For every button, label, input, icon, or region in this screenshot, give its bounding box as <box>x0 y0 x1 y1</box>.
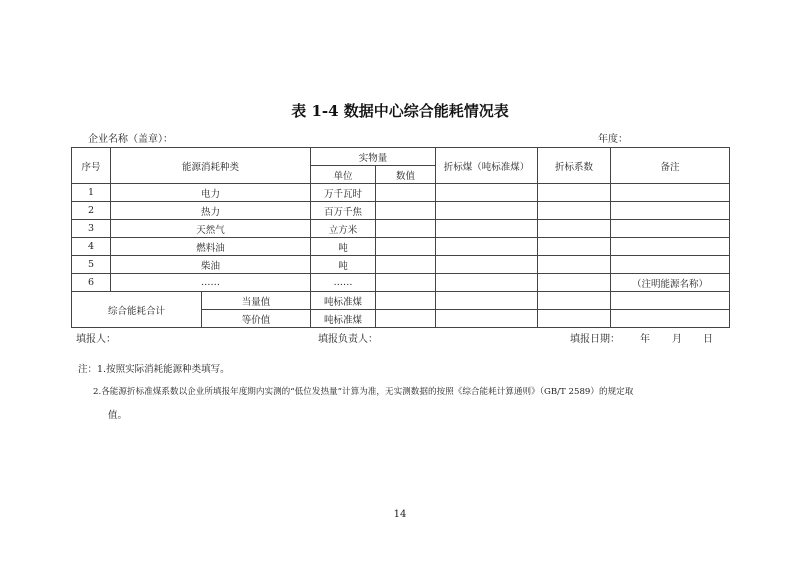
row-coefficient-cell[interactable] <box>538 184 611 202</box>
row-energy-name: …… <box>111 274 311 292</box>
row-amount-cell[interactable] <box>376 256 436 274</box>
total-row-equivalent <box>72 292 730 310</box>
row-amount-cell[interactable] <box>376 238 436 256</box>
row-remark[interactable] <box>611 238 730 256</box>
row-coefficient-cell[interactable] <box>538 238 611 256</box>
header-converted-coal: 折标煤（吨标准煤） <box>436 148 538 184</box>
row-seq: 5 <box>72 256 111 274</box>
row-seq: 6 <box>72 274 111 292</box>
note-line-1: 注：1.按照实际消耗能源种类填写。 <box>78 364 230 375</box>
row-unit: 立方米 <box>311 220 376 238</box>
table-row <box>72 256 730 274</box>
company-name-label: 企业名称（盖章）： <box>88 134 173 145</box>
total-equivalent-unit: 吨标准煤 <box>311 292 376 310</box>
row-converted-cell[interactable] <box>436 220 538 238</box>
header-coefficient: 折标系数 <box>538 148 611 184</box>
header-unit: 单位 <box>311 166 376 184</box>
row-amount-cell[interactable] <box>376 202 436 220</box>
table-title: 表 1-4 数据中心综合能耗情况表 <box>291 102 509 120</box>
header-seq: 序号 <box>72 148 111 184</box>
row-remark[interactable] <box>611 184 730 202</box>
row-coefficient-cell[interactable] <box>538 202 611 220</box>
row-energy-name: 电力 <box>111 184 311 202</box>
date-year: 年 <box>640 334 650 345</box>
total-equivalent-coefficient-cell[interactable] <box>538 292 611 310</box>
page-number: 14 <box>393 509 407 520</box>
row-energy-name: 天然气 <box>111 220 311 238</box>
row-converted-cell[interactable] <box>436 238 538 256</box>
total-equal-value-amount-cell[interactable] <box>376 310 436 328</box>
row-seq: 3 <box>72 220 111 238</box>
total-equivalent-remark-cell[interactable] <box>611 292 730 310</box>
filler-label: 填报人： <box>76 334 116 345</box>
row-unit: 吨 <box>311 256 376 274</box>
total-equal-value-converted-cell[interactable] <box>436 310 538 328</box>
row-remark[interactable] <box>611 256 730 274</box>
row-unit: 万千瓦时 <box>311 184 376 202</box>
total-equal-value-label: 等价值 <box>202 310 311 328</box>
row-coefficient-cell[interactable] <box>538 274 611 292</box>
header-physical-quantity: 实物量 <box>311 148 436 166</box>
row-amount-cell[interactable] <box>376 184 436 202</box>
row-amount-cell[interactable] <box>376 220 436 238</box>
total-equal-value-coefficient-cell[interactable] <box>538 310 611 328</box>
row-unit: …… <box>311 274 376 292</box>
note-line-3: 值。 <box>108 410 128 421</box>
row-seq: 1 <box>72 184 111 202</box>
header-amount: 数值 <box>376 166 436 184</box>
row-remark[interactable] <box>611 202 730 220</box>
total-equal-value-remark-cell[interactable] <box>611 310 730 328</box>
row-converted-cell[interactable] <box>436 256 538 274</box>
row-amount-cell[interactable] <box>376 274 436 292</box>
date-month: 月 <box>672 334 682 345</box>
date-label: 填报日期： <box>570 334 620 345</box>
year-label: 年度： <box>598 134 628 145</box>
row-remark[interactable]: （注明能源名称） <box>611 274 730 292</box>
row-coefficient-cell[interactable] <box>538 256 611 274</box>
row-seq: 4 <box>72 238 111 256</box>
row-converted-cell[interactable] <box>436 184 538 202</box>
total-equal-value-unit: 吨标准煤 <box>311 310 376 328</box>
row-energy-name: 热力 <box>111 202 311 220</box>
total-equivalent-label: 当量值 <box>202 292 311 310</box>
total-equivalent-amount-cell[interactable] <box>376 292 436 310</box>
row-unit: 百万千焦 <box>311 202 376 220</box>
table-row <box>72 274 730 292</box>
header-remarks: 备注 <box>611 148 730 184</box>
responsible-person-label: 填报负责人： <box>318 334 378 345</box>
row-converted-cell[interactable] <box>436 274 538 292</box>
table-row <box>72 238 730 256</box>
row-converted-cell[interactable] <box>436 202 538 220</box>
total-equivalent-converted-cell[interactable] <box>436 292 538 310</box>
row-energy-name: 柴油 <box>111 256 311 274</box>
date-day: 日 <box>703 334 713 345</box>
header-energy-type: 能源消耗种类 <box>111 148 311 184</box>
table-row <box>72 202 730 220</box>
energy-consumption-table <box>71 147 730 328</box>
row-coefficient-cell[interactable] <box>538 220 611 238</box>
row-remark[interactable] <box>611 220 730 238</box>
total-label: 综合能耗合计 <box>72 292 202 328</box>
table-row <box>72 184 730 202</box>
row-energy-name: 燃料油 <box>111 238 311 256</box>
row-unit: 吨 <box>311 238 376 256</box>
table-row <box>72 220 730 238</box>
note-line-2: 2.各能源折标准煤系数以企业所填报年度期内实测的“低位发热量”计算为准，无实测数据的按照《综合能耗计算通则》（GB/T 2589）的规定取 <box>93 387 634 397</box>
row-seq: 2 <box>72 202 111 220</box>
